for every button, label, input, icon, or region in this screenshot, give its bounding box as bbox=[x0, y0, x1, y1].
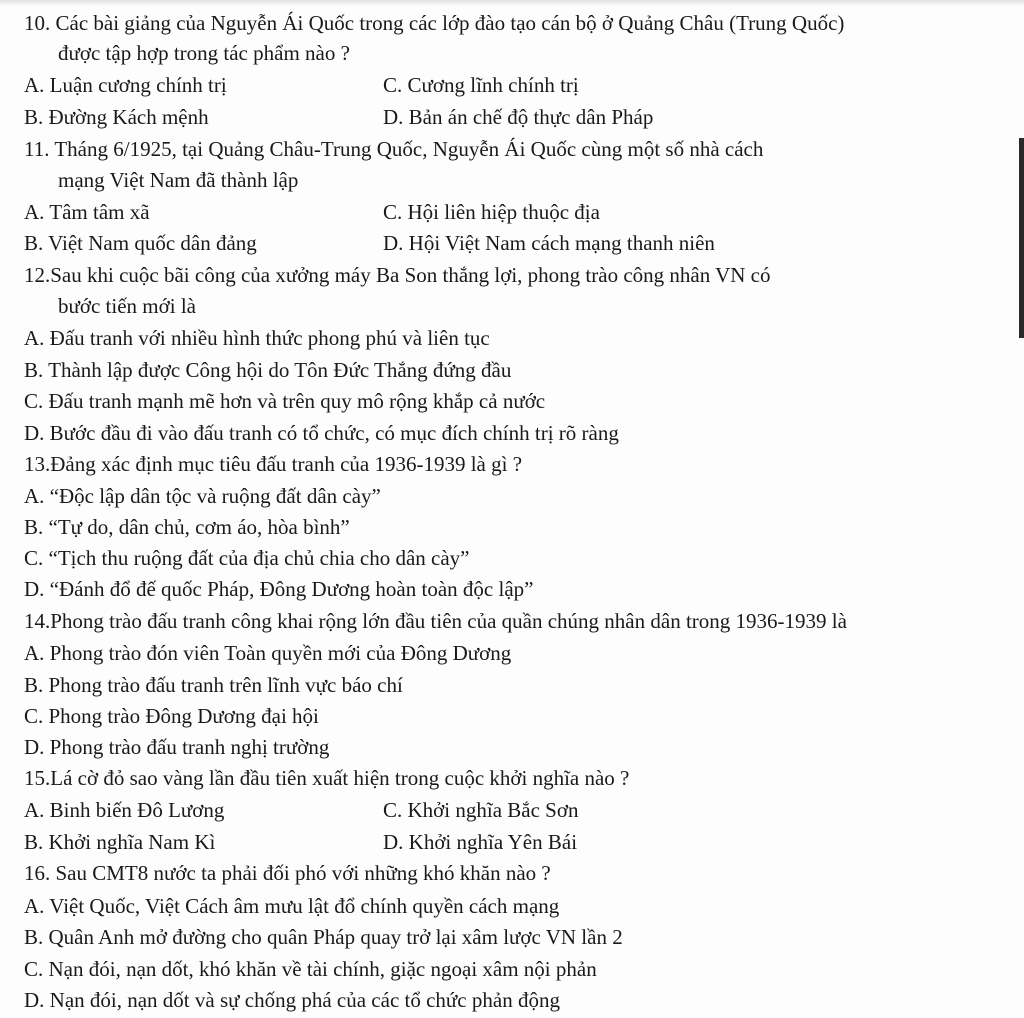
question-16-option-d: D. Nạn đói, nạn dốt và sự chống phá của các tổ chức phản động bbox=[24, 988, 560, 1012]
question-10-text-continued: được tập hợp trong tác phẩm nào ? bbox=[58, 41, 350, 65]
question-15-text: 15.Lá cờ đỏ sao vàng lần đầu tiên xuất hiện trong cuộc khởi nghĩa nào ? bbox=[24, 766, 630, 790]
question-11-option-a: A. Tâm tâm xã bbox=[24, 200, 150, 224]
question-16-text: 16. Sau CMT8 nước ta phải đối phó với những khó khăn nào ? bbox=[24, 861, 551, 885]
question-14-option-c: C. Phong trào Đông Dương đại hội bbox=[24, 704, 319, 728]
question-11-text: 11. Tháng 6/1925, tại Quảng Châu-Trung Quốc, Nguyễn Ái Quốc cùng một số nhà cách bbox=[24, 137, 764, 161]
question-16-option-c: C. Nạn đói, nạn dốt, khó khăn về tài chính, giặc ngoại xâm nội phản bbox=[24, 957, 597, 981]
cropped-previous-line bbox=[0, 0, 1024, 6]
question-12-text-continued: bước tiến mới là bbox=[58, 294, 196, 318]
question-14-option-b: B. Phong trào đấu tranh trên lĩnh vực báo chí bbox=[24, 673, 403, 697]
question-15-option-d: D. Khởi nghĩa Yên Bái bbox=[383, 830, 578, 854]
question-11-text-continued: mạng Việt Nam đã thành lập bbox=[58, 168, 299, 192]
question-12-text: 12.Sau khi cuộc bãi công của xưởng máy Ba Son thắng lợi, phong trào công nhân VN có bbox=[24, 263, 771, 287]
question-11-option-c: C. Hội liên hiệp thuộc địa bbox=[383, 200, 600, 224]
question-16-option-b: B. Quân Anh mở đường cho quân Pháp quay trở lại xâm lược VN lần 2 bbox=[24, 925, 623, 949]
question-11-option-b: B. Việt Nam quốc dân đảng bbox=[24, 231, 257, 255]
question-13-option-b: B. “Tự do, dân chủ, cơm áo, hòa bình” bbox=[24, 515, 350, 539]
question-13-option-c: C. “Tịch thu ruộng đất của địa chủ chia cho dân cày” bbox=[24, 546, 470, 570]
question-10-option-a: A. Luận cương chính trị bbox=[24, 73, 227, 97]
question-13-option-d: D. “Đánh đổ đế quốc Pháp, Đông Dương hoàn toàn độc lập” bbox=[24, 577, 534, 601]
question-16-option-a: A. Việt Quốc, Việt Cách âm mưu lật đổ chính quyền cách mạng bbox=[24, 894, 560, 918]
question-11-option-d: D. Hội Việt Nam cách mạng thanh niên bbox=[383, 231, 715, 255]
question-12-option-d: D. Bước đầu đi vào đấu tranh có tổ chức, có mục đích chính trị rõ ràng bbox=[24, 421, 619, 445]
question-15-option-a: A. Binh biến Đô Lương bbox=[24, 798, 225, 822]
question-12-option-a: A. Đấu tranh với nhiều hình thức phong phú và liên tục bbox=[24, 326, 490, 350]
question-14-option-a: A. Phong trào đón viên Toàn quyền mới của Đông Dương bbox=[24, 641, 512, 665]
question-10-option-b: B. Đường Kách mệnh bbox=[24, 105, 209, 129]
question-12-option-b: B. Thành lập được Công hội do Tôn Đức Thắng đứng đầu bbox=[24, 358, 512, 382]
question-13-option-a: A. “Độc lập dân tộc và ruộng đất dân cày” bbox=[24, 484, 381, 508]
page-edge-shadow bbox=[1019, 138, 1024, 338]
question-10-option-d: D. Bản án chế độ thực dân Pháp bbox=[383, 105, 654, 129]
question-15-option-c: C. Khởi nghĩa Bắc Sơn bbox=[383, 798, 579, 822]
question-14-option-d: D. Phong trào đấu tranh nghị trường bbox=[24, 735, 330, 759]
question-12-option-c: C. Đấu tranh mạnh mẽ hơn và trên quy mô rộng khắp cả nước bbox=[24, 389, 546, 413]
question-10-option-c: C. Cương lĩnh chính trị bbox=[383, 73, 579, 97]
question-15-option-b: B. Khởi nghĩa Nam Kì bbox=[24, 830, 216, 854]
question-13-text: 13.Đảng xác định mục tiêu đấu tranh của 1936-1939 là gì ? bbox=[24, 452, 523, 476]
question-10-text: 10. Các bài giảng của Nguyễn Ái Quốc trong các lớp đào tạo cán bộ ở Quảng Châu (Trung Quốc) bbox=[24, 11, 845, 35]
question-14-text: 14.Phong trào đấu tranh công khai rộng lớn đầu tiên của quần chúng nhân dân trong 1936-1939 là bbox=[24, 609, 847, 633]
